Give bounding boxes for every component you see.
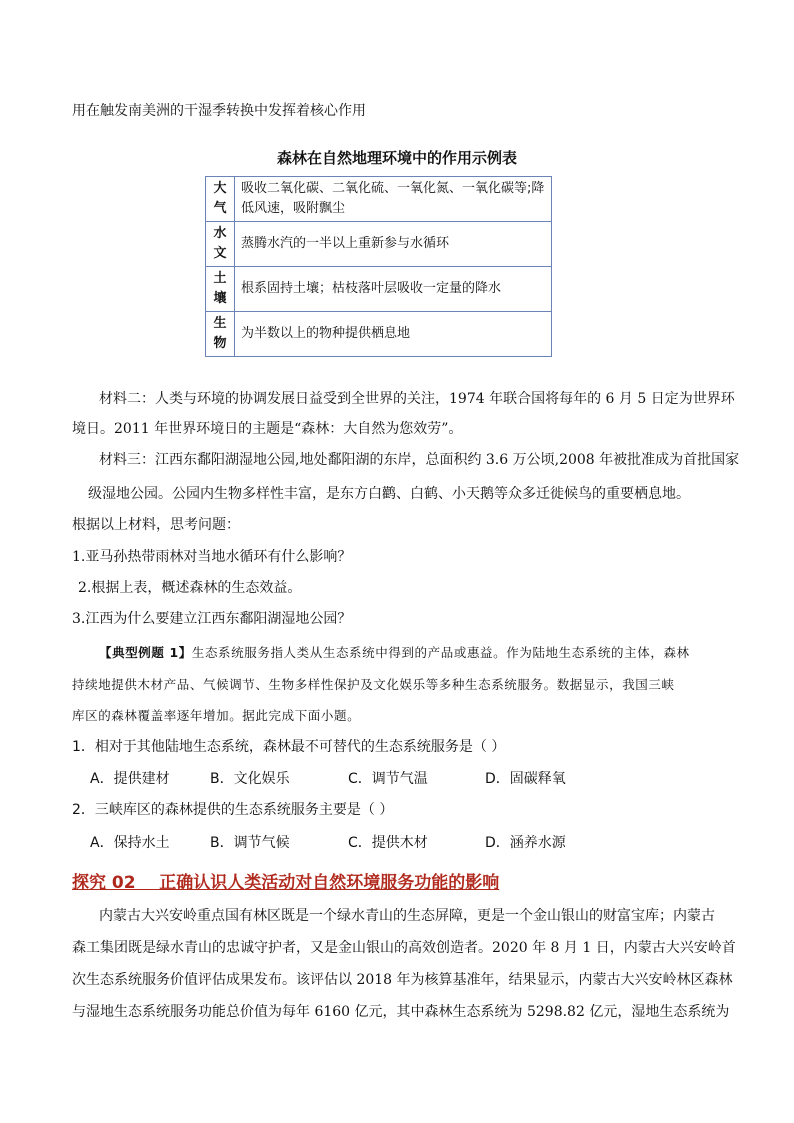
example-text-1: 生态系统服务指人类从生态系统中得到的产品或惠益。作为陆地生态系统的主体，森林 — [191, 645, 690, 660]
material2-line1: 材料二：人类与环境的协调发展日益受到全世界的关注，1974 年联合国将每年的 6 月 5 日定为世界环 — [99, 391, 735, 407]
example-line1 — [99, 643, 690, 661]
closing-line-4: 与湿地生态系统服务功能总价值为每年 6160 亿元，其中森林生态系统为 5298.82 亿元，湿地生态系统为 — [72, 1004, 730, 1020]
material2-line2: 境日。2011 年世界环境日的主题是“森林：大自然为您效劳”。 — [72, 421, 463, 437]
mcq-1-stem: 1．相对于其他陆地生态系统，森林最不可替代的生态系统服务是（ ） — [72, 739, 506, 755]
forest-role-table — [205, 176, 552, 357]
table-key-atmosphere: 大气 — [206, 177, 235, 222]
example-line3: 库区的森林覆盖率逐年增加。据此完成下面小题。 — [72, 708, 361, 723]
intro-line: 用在触发南美洲的干湿季转换中发挥着核心作用 — [72, 103, 366, 119]
mcq-1-option-a: A．提供建材 — [90, 771, 170, 787]
prompt-text: 根据以上材料，思考问题： — [72, 517, 240, 533]
mcq-1-option-b: B．文化娱乐 — [210, 771, 290, 787]
question-3: 3.江西为什么要建立江西东鄱阳湖湿地公园？ — [72, 611, 352, 627]
section-title: 探究 02 正确认识人类活动对自然环境服务功能的影响 — [72, 873, 500, 893]
mcq-2-option-d: D．涵养水源 — [485, 835, 566, 851]
example-label: 【典型例题 1】 — [99, 645, 192, 660]
mcq-2-stem: 2．三峡库区的森林提供的生态系统服务主要是（ ） — [72, 802, 394, 818]
table-value-hydrology: 蒸腾水汽的一半以上重新参与水循环 — [235, 222, 552, 267]
table-row — [206, 177, 552, 222]
material3-line1: 材料三：江西东鄱阳湖湿地公园,地处鄱阳湖的东岸，总面积约 3.6 万公顷,2008 年被批准成为首批国家 — [99, 452, 740, 468]
table-key-hydrology: 水文 — [206, 222, 235, 267]
closing-line-1: 内蒙古大兴安岭重点国有林区既是一个绿水青山的生态屏障，更是一个金山银山的财富宝库；内蒙古 — [99, 908, 715, 924]
table-title: 森林在自然地理环境中的作用示例表 — [276, 149, 517, 167]
closing-line-3: 次生态系统服务价值评估成果发布。该评估以 2018 年为核算基准年，结果显示，内蒙古大兴安岭林区森林 — [72, 972, 733, 988]
material3-line2: 级湿地公园。公园内生物多样性丰富，是东方白鹳、白鹤、小天鹅等众多迁徙候鸟的重要栖息地。 — [88, 486, 690, 502]
mcq-2-option-c: C．提供木材 — [348, 835, 428, 851]
table-key-biology: 生物 — [206, 312, 235, 357]
table-row — [206, 312, 552, 357]
question-1: 1.亚马孙热带雨林对当地水循环有什么影响？ — [72, 549, 352, 565]
table-value-biology: 为半数以上的物种提供栖息地 — [235, 312, 552, 357]
table-value-soil: 根系固持土壤；枯枝落叶层吸收一定量的降水 — [235, 267, 552, 312]
mcq-2-option-b: B．调节气候 — [210, 835, 290, 851]
closing-line-2: 森工集团既是绿水青山的忠诚守护者，又是金山银山的高效创造者。2020 年 8 月 1 日，内蒙古大兴安岭首 — [72, 940, 736, 956]
example-line2: 持续地提供木材产品、气候调节、生物多样性保护及文化娱乐等多种生态系统服务。数据显示，我国三峡 — [72, 677, 675, 692]
mcq-2-option-a: A．保持水土 — [90, 835, 170, 851]
mcq-1-option-c: C．调节气温 — [348, 771, 428, 787]
table-row — [206, 267, 552, 312]
table-row — [206, 222, 552, 267]
table-value-atmosphere: 吸收二氧化碳、二氧化硫、一氧化氮、一氧化碳等;降低风速，吸附飘尘 — [235, 177, 552, 222]
mcq-1-option-d: D．固碳释氧 — [485, 771, 566, 787]
table-key-soil: 土壤 — [206, 267, 235, 312]
question-2: 2.根据上表，概述森林的生态效益。 — [78, 580, 302, 596]
